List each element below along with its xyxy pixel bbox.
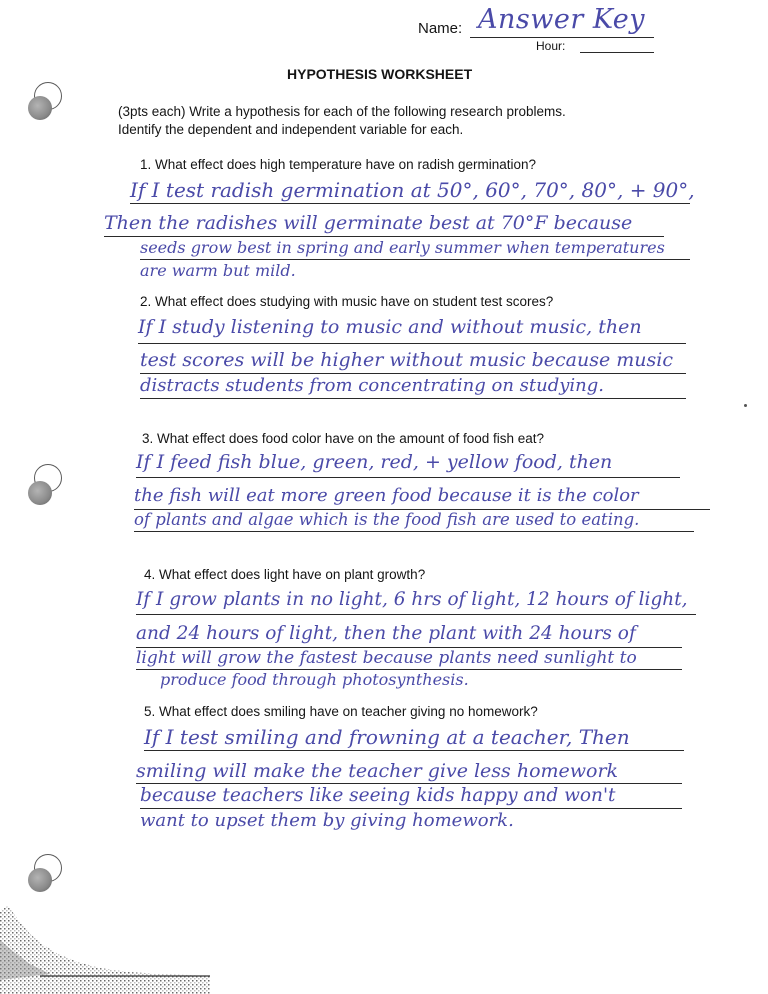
question-text: What effect does high temperature have on radish germination? bbox=[155, 157, 537, 172]
torn-corner-scan-noise bbox=[0, 900, 210, 994]
question-number: 5. bbox=[144, 704, 156, 719]
instructions-line-1: (3pts each) Write a hypothesis for each of the following research problems. bbox=[118, 104, 566, 119]
answer-rule bbox=[104, 236, 664, 237]
answer-rule bbox=[136, 783, 682, 784]
instructions-line-2: Identify the dependent and independent variable for each. bbox=[118, 122, 464, 137]
answer-5-line-3: because teachers like seeing kids happy and won't bbox=[140, 785, 616, 806]
answer-3-line-1: If I feed fish blue, green, red, + yellow food, then bbox=[136, 451, 613, 473]
question-1 bbox=[140, 157, 536, 172]
answer-1-line-1: If I test radish germination at 50°, 60°, 70°, 80°, + 90°, bbox=[130, 178, 695, 202]
question-text: What effect does studying with music have on student test scores? bbox=[155, 294, 554, 309]
answer-5-line-1: If I test smiling and frowning at a teacher, Then bbox=[144, 725, 630, 749]
answer-3-line-3: of plants and algae which is the food fish are used to eating. bbox=[134, 510, 640, 529]
answer-2-line-3: distracts students from concentrating on studying. bbox=[140, 375, 605, 396]
answer-4-line-3: light will grow the fastest because plants need sunlight to bbox=[136, 648, 637, 668]
hour-blank-line bbox=[580, 52, 654, 53]
question-5 bbox=[144, 704, 538, 719]
question-number: 2. bbox=[140, 294, 152, 309]
answer-rule bbox=[140, 373, 686, 374]
question-2 bbox=[140, 294, 553, 309]
question-number: 1. bbox=[140, 157, 152, 172]
name-value: Answer Key bbox=[478, 4, 645, 35]
worksheet-title: HYPOTHESIS WORKSHEET bbox=[287, 66, 473, 82]
answer-1-line-4: are warm but mild. bbox=[140, 261, 296, 280]
answer-2-line-1: If I study listening to music and without music, then bbox=[138, 316, 642, 338]
answer-3-line-2: the fish will eat more green food because it is the color bbox=[134, 485, 639, 506]
question-number: 4. bbox=[144, 567, 156, 582]
answer-rule bbox=[140, 259, 690, 260]
answer-rule bbox=[138, 343, 686, 344]
answer-rule bbox=[136, 614, 696, 615]
name-underline bbox=[470, 37, 654, 38]
answer-2-line-2: test scores will be higher without music because music bbox=[140, 349, 674, 371]
question-text: What effect does light have on plant growth? bbox=[159, 567, 426, 582]
answer-4-line-2: and 24 hours of light, then the plant with 24 hours of bbox=[136, 623, 636, 644]
question-number: 3. bbox=[142, 431, 154, 446]
answer-4-line-1: If I grow plants in no light, 6 hrs of light, 12 hours of light, bbox=[136, 589, 688, 610]
answer-4-line-4: produce food through photosynthesis. bbox=[160, 670, 469, 689]
answer-rule bbox=[140, 808, 682, 809]
answer-5-line-4: want to upset them by giving homework. bbox=[140, 810, 514, 831]
name-label: Name: bbox=[418, 20, 463, 37]
answer-5-line-2: smiling will make the teacher give less homework bbox=[136, 760, 619, 782]
answer-rule bbox=[130, 203, 690, 204]
binder-hole bbox=[28, 868, 52, 892]
answer-rule bbox=[134, 531, 694, 532]
question-text: What effect does food color have on the amount of food fish eat? bbox=[157, 431, 545, 446]
answer-rule bbox=[144, 750, 684, 751]
answer-rule bbox=[140, 398, 686, 399]
binder-hole bbox=[28, 481, 52, 505]
question-4 bbox=[144, 567, 425, 582]
answer-1-line-2: Then the radishes will germinate best at 70°F because bbox=[104, 212, 633, 234]
hour-label: Hour: bbox=[536, 39, 566, 53]
binder-hole bbox=[28, 96, 52, 120]
scan-speck bbox=[744, 404, 747, 407]
answer-1-line-3: seeds grow best in spring and early summer when temperatures bbox=[140, 238, 665, 257]
question-text: What effect does smiling have on teacher giving no homework? bbox=[159, 704, 538, 719]
answer-rule bbox=[136, 477, 680, 478]
question-3 bbox=[142, 431, 544, 446]
